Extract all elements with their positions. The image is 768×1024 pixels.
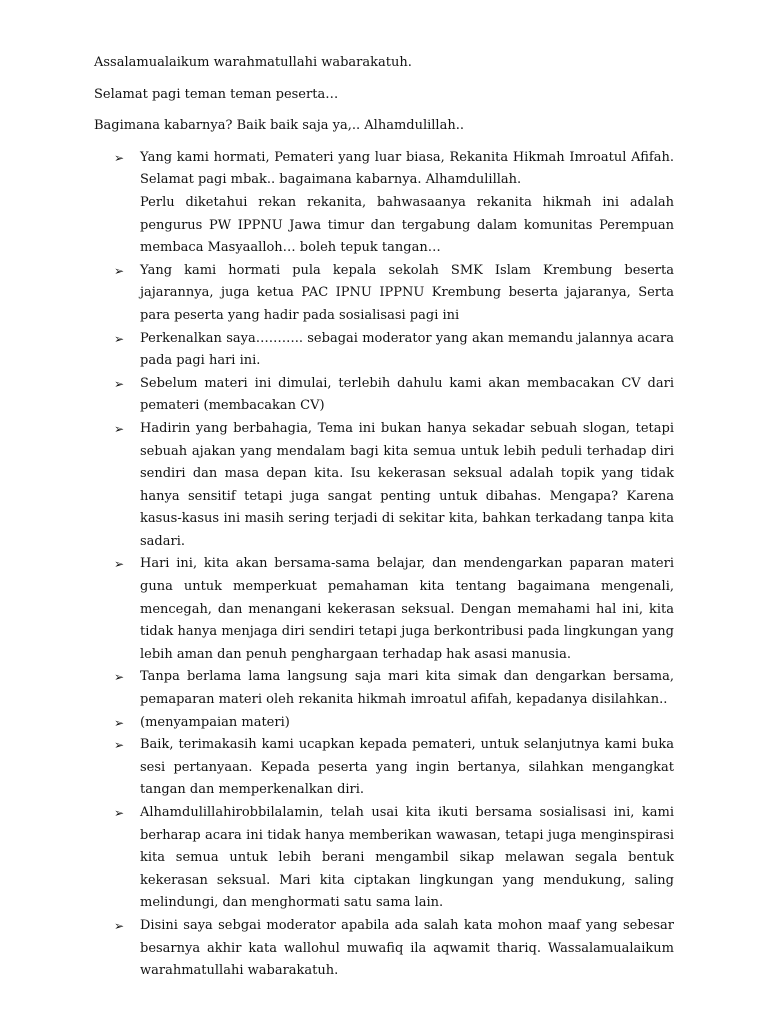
list-item	[94, 734, 674, 802]
arrow-bullet-icon: ➢	[114, 670, 125, 685]
document-page	[94, 52, 674, 983]
list-item	[94, 915, 674, 983]
arrow-bullet-icon: ➢	[114, 376, 125, 391]
list-item-text: Baik, terimakasih kami ucapkan kepada pemateri, untuk selanjutnya kami buka sesi pertanyaan. Kepada peserta yang ingin bertanya, silahkan mengangkat tangan dan memperkenalkan diri.	[140, 737, 674, 798]
arrow-bullet-icon: ➢	[114, 421, 125, 436]
list-item-text: Hadirin yang berbahagia, Tema ini bukan hanya sekadar sebuah slogan, tetapi sebuah ajakan yang mendalam bagi kita semua untuk lebih peduli terhadap diri sendiri dan masa depan kita. Isu kekerasan seksual adalah topik yang tidak hanya sensitif tetapi juga sangat penting untuk dibahas. Mengapa? Karena kasus-kasus ini masih sering terjadi di sekitar kita, bahkan terkadang tanpa kita sadari.	[140, 420, 674, 549]
list-item	[94, 147, 674, 260]
list-item-text: Perkenalkan saya……….. sebagai moderator yang akan memandu jalannya acara pada pagi hari ini.	[140, 330, 674, 369]
arrow-bullet-icon: ➢	[114, 715, 125, 730]
list-item	[94, 553, 674, 666]
list-item-text: Perlu diketahui rekan rekanita, bahwasaanya rekanita hikmah ini adalah pengurus PW IPPNU Jawa timur dan tergabung dalam komunitas Perempuan membaca Masyaalloh… boleh tepuk tangan…	[140, 194, 674, 256]
list-item-text: Sebelum materi ini dimulai, terlebih dahulu kami akan membacakan CV dari pemateri (membacakan CV)	[140, 375, 674, 414]
arrow-bullet-icon: ➢	[114, 806, 125, 820]
arrow-bullet-icon: ➢	[114, 557, 125, 572]
arrow-bullet-icon: ➢	[114, 738, 125, 753]
list-item-text: Disini saya sebgai moderator apabila ada salah kata mohon maaf yang sebesar besarnya akhir kata wallohul muwafiq ila aqwamit thariq. Wassalamualaikum warahmatullahi wabarakatuh.	[140, 917, 674, 979]
list-item-text: Alhamdulillahirobbilalamin, telah usai kita ikuti bersama sosialisasi ini, kami berharap acara ini tidak hanya memberikan wawasan, tetapi juga menginspirasi kita semua untuk lebih berani mengambil sikap melawan segala bentuk kekerasan seksual. Mari kita ciptakan lingkungan yang mendukung, saling melindungi, dan menghormati satu sama lain.	[140, 805, 674, 911]
greeting-line: Selamat pagi teman teman peserta…	[94, 86, 339, 102]
list-item	[94, 418, 674, 554]
list-item-text: Hari ini, kita akan bersama-sama belajar, dan mendengarkan paparan materi guna untuk memperkuat pemahaman kita tentang bagaimana mengenali, mencegah, dan menangani kekerasan seksual. Dengan memahami hal ini, kita tidak hanya menjaga diri sendiri tetapi juga berkontribusi pada lingkungan yang lebih aman dan penuh penghargaan terhadap hak asasi manusia.	[140, 556, 674, 662]
bullet-list	[94, 147, 674, 983]
list-item	[94, 712, 674, 735]
list-item-text: Yang kami hormati pula kepala sekolah SMK Islam Krembung beserta jajarannya, juga ketua PAC IPNU IPPNU Krembung beserta jajaranya, Serta para peserta yang hadir pada sosialisasi pagi ini	[140, 262, 674, 323]
arrow-bullet-icon: ➢	[114, 150, 125, 165]
list-item	[94, 373, 674, 418]
list-item	[94, 666, 674, 711]
list-item	[94, 260, 674, 328]
arrow-bullet-icon: ➢	[114, 331, 125, 346]
arrow-bullet-icon: ➢	[114, 263, 125, 278]
list-item-text: Tanpa berlama lama langsung saja mari kita simak dan dengarkan bersama, pemaparan materi oleh rekanita hikmah imroatul afifah, kepadanya disilahkan..	[140, 669, 674, 708]
greeting-line: Bagimana kabarnya? Baik baik saja ya,.. Alhamdulillah..	[94, 118, 464, 134]
arrow-bullet-icon: ➢	[114, 918, 125, 933]
list-item	[94, 802, 674, 915]
greeting-line: Assalamualaikum warahmatullahi wabarakatuh.	[94, 55, 412, 70]
list-item-text: (menyampaian materi)	[140, 714, 290, 730]
list-item	[94, 328, 674, 373]
list-item-text: Yang kami hormati, Pemateri yang luar biasa, Rekanita Hikmah Imroatul Afifah. Selamat pagi mbak.. bagaimana kabarnya. Alhamdulillah.	[140, 149, 674, 188]
